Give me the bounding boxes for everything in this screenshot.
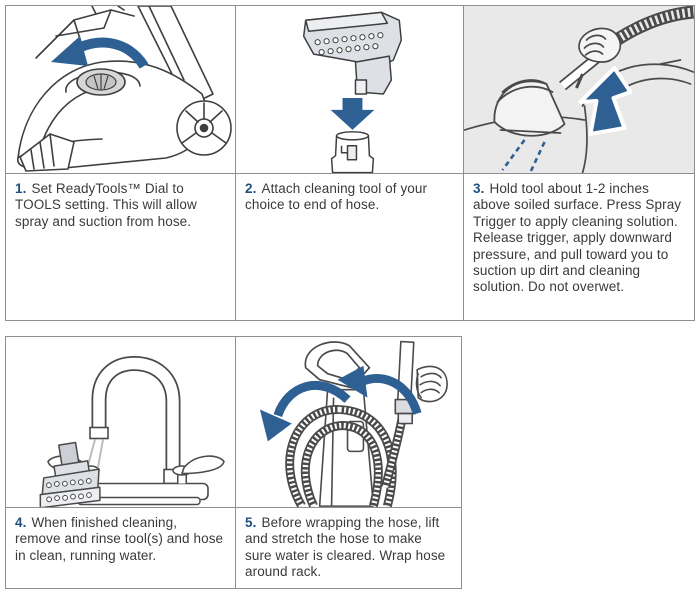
hand — [417, 366, 448, 401]
step-caption — [6, 507, 235, 588]
readytools-dial — [77, 69, 125, 95]
water-stream — [88, 440, 103, 468]
hose-end — [332, 132, 374, 173]
step-caption — [236, 173, 463, 320]
hand — [579, 28, 620, 62]
faucet-rinse-illustration — [6, 337, 235, 507]
cleaning-tool — [304, 12, 402, 94]
step-card-5 — [236, 336, 462, 589]
steps-row-2 — [5, 336, 462, 589]
spray-tool-on-couch-illustration — [464, 6, 694, 173]
step-number: 3. — [473, 181, 485, 196]
step-5-illustration — [236, 337, 461, 507]
step-number: 2. — [245, 181, 257, 196]
step-text: Before wrapping the hose, lift and stretch the hose to make sure water is cleared. Wrap hose around rack. — [245, 515, 446, 580]
step-caption — [6, 173, 235, 320]
attach-down-arrow-icon — [331, 98, 375, 130]
step-number: 4. — [15, 515, 27, 530]
step-card-2 — [236, 5, 464, 321]
wrap-hose-illustration — [236, 337, 461, 507]
step-number: 5. — [245, 515, 257, 530]
machine-dial-illustration — [6, 6, 235, 173]
step-text: Set ReadyTools™ Dial to TOOLS setting. This will allow spray and suction from hose. — [15, 181, 197, 229]
steps-row-1 — [5, 5, 695, 321]
instruction-sheet — [5, 5, 695, 589]
step-4-illustration — [6, 337, 235, 507]
step-card-1 — [5, 5, 236, 321]
step-2-illustration — [236, 6, 463, 173]
tool-attach-illustration — [236, 6, 463, 173]
step-caption — [236, 507, 461, 588]
step-caption — [464, 173, 694, 320]
step-3-illustration — [464, 6, 694, 173]
step-card-4 — [5, 336, 236, 589]
step-1-illustration — [6, 6, 235, 173]
step-text: Hold tool about 1-2 inches above soiled surface. Press Spray Trigger to apply cleaning solution. Release trigger, apply downward pressure, and pull toward you to suction up dirt and cleaning solution. Do not overwet. — [473, 181, 682, 295]
step-card-3 — [464, 5, 695, 321]
step-number: 1. — [15, 181, 27, 196]
step-text: Attach cleaning tool of your choice to end of hose. — [245, 181, 428, 213]
step-text: When finished cleaning, remove and rinse tool(s) and hose in clean, running water. — [15, 515, 224, 563]
